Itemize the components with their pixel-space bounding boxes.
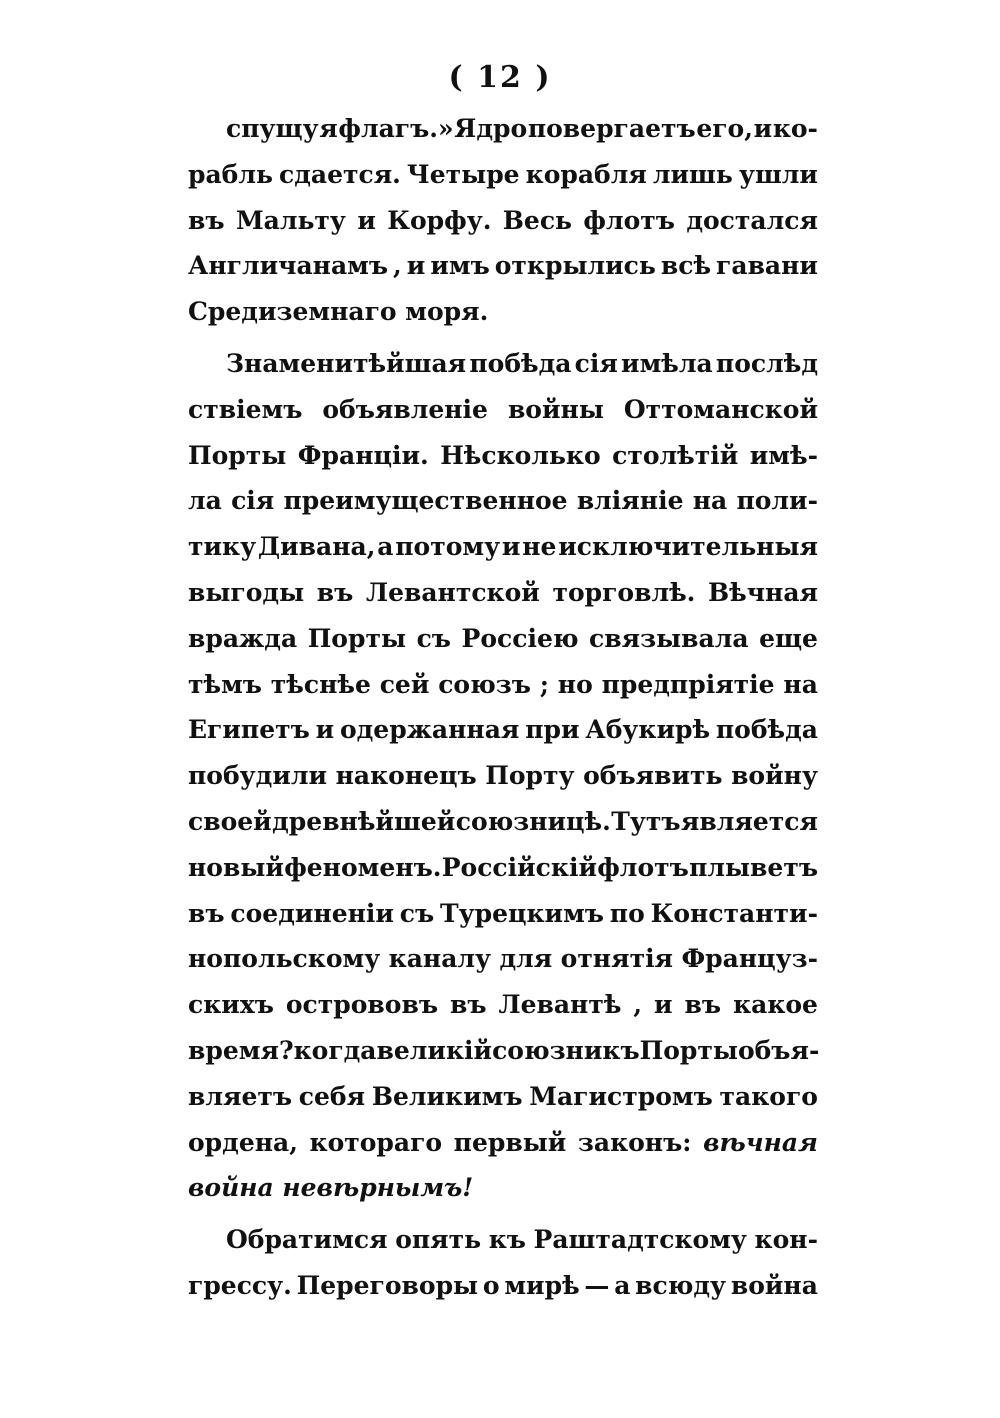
text-line	[188, 1165, 818, 1211]
word: кон-	[754, 1225, 818, 1255]
word: Великимъ	[371, 1081, 523, 1111]
word: и	[501, 532, 521, 562]
word: имъ	[430, 251, 490, 281]
word: и	[357, 205, 376, 235]
word: соединеніи	[230, 898, 394, 928]
word: —	[584, 1270, 610, 1300]
text-line	[188, 1028, 818, 1074]
word: законъ:	[577, 1127, 692, 1157]
word: Мальту	[235, 205, 346, 235]
word: побѣда	[469, 348, 572, 378]
word: и	[315, 715, 335, 745]
word: сей	[379, 669, 430, 699]
word: ушли	[738, 159, 818, 189]
word: Весь	[502, 205, 573, 235]
word: въ	[316, 577, 354, 607]
text-line	[188, 106, 818, 152]
word: лишь	[652, 159, 733, 189]
text-line	[188, 845, 818, 891]
word: Знаменитѣйшая	[226, 348, 467, 378]
text-line	[188, 1120, 818, 1166]
word: и	[753, 114, 773, 143]
word: Англичанамъ	[188, 251, 389, 281]
word: ;	[539, 669, 549, 699]
text-line	[188, 616, 818, 662]
word: на	[692, 486, 728, 516]
word: союзницѣ.	[455, 806, 611, 836]
text-line	[188, 478, 818, 524]
word: великій	[376, 1035, 493, 1065]
word: Ядро	[454, 114, 528, 143]
word: ко-	[772, 114, 818, 143]
word: Тутъ	[611, 806, 681, 836]
word: связывала	[589, 623, 749, 653]
word: вліяніе	[576, 486, 684, 516]
word: выгоды	[188, 577, 305, 607]
word: Турецкимъ	[440, 898, 604, 928]
word: война	[730, 1270, 818, 1300]
italic-word: вѣчная	[703, 1127, 818, 1157]
word: вражда	[188, 623, 298, 653]
word: я	[319, 114, 338, 143]
word: потому	[395, 532, 501, 562]
word: сдается.	[279, 159, 401, 189]
text-line	[188, 341, 818, 387]
word: о	[482, 1270, 500, 1300]
word: скихъ	[188, 990, 274, 1020]
text-line	[188, 570, 818, 616]
word: своей	[188, 806, 272, 836]
word: время?	[188, 1035, 294, 1065]
word: вляетъ	[188, 1081, 293, 1111]
word: послѣд	[715, 348, 818, 378]
word: на	[783, 669, 818, 699]
word: тику	[188, 532, 257, 562]
word: достался	[686, 205, 818, 235]
word: въ	[188, 898, 225, 928]
word: мирѣ	[504, 1270, 580, 1300]
word: себя	[298, 1081, 366, 1111]
word: союзъ	[438, 669, 531, 699]
word: ствіемъ	[188, 394, 303, 424]
text-line	[188, 152, 818, 198]
word: Переговоры	[296, 1270, 479, 1300]
word: первый	[453, 1127, 567, 1157]
word: плыветъ	[689, 852, 818, 882]
word: новый	[188, 852, 284, 882]
word: Магистромъ	[529, 1081, 713, 1111]
word: Абукирѣ	[585, 715, 711, 745]
word: объявить	[583, 761, 723, 791]
word: Средиземнаго	[188, 297, 397, 327]
word: когда	[293, 1035, 377, 1065]
word: объявленіе	[322, 394, 488, 424]
word: Порту	[485, 761, 575, 791]
page-number: ( 12 )	[448, 60, 552, 95]
italic-word: война	[188, 1173, 274, 1203]
body-text	[188, 106, 818, 1309]
word: котораго	[309, 1127, 443, 1157]
word: Дивана,	[257, 532, 376, 562]
word: съ	[416, 623, 451, 653]
word: войну	[731, 761, 818, 791]
word: какое	[733, 990, 818, 1020]
text-line	[188, 753, 818, 799]
word: ,	[393, 251, 402, 281]
word: не	[522, 532, 557, 562]
word: его,	[696, 114, 753, 143]
word: Француз-	[681, 944, 818, 974]
word: Порты	[188, 440, 287, 470]
word: тѣснѣе	[270, 669, 371, 699]
word: Вѣчная	[708, 577, 818, 607]
word: въ	[684, 990, 722, 1020]
word: Россійскій	[441, 852, 597, 882]
text-line	[188, 198, 818, 244]
word: съ	[399, 898, 435, 928]
text-line	[188, 1217, 818, 1263]
word: грессу.	[188, 1270, 292, 1300]
word: столѣтій	[612, 440, 739, 470]
word: каналу	[388, 944, 492, 974]
word: корабля	[525, 159, 647, 189]
word: имѣ-	[749, 440, 818, 470]
word: спущу	[226, 114, 319, 143]
word: одержанная	[339, 715, 520, 745]
word: исключительныя	[558, 532, 818, 562]
text-line	[188, 799, 818, 845]
text-line	[188, 982, 818, 1028]
word: ордена,	[188, 1127, 298, 1157]
word: Четыре	[406, 159, 520, 189]
word: предпріятіе	[601, 669, 775, 699]
word: торговлѣ.	[552, 577, 696, 607]
word: сія	[574, 348, 618, 378]
word: флагъ.»	[338, 114, 454, 143]
text-line	[188, 289, 818, 335]
word: а	[614, 1270, 631, 1300]
word: сія	[231, 486, 275, 516]
word: для	[499, 944, 553, 974]
word: къ	[488, 1225, 526, 1255]
word: древнѣйшей	[272, 806, 456, 836]
word: а	[377, 532, 394, 562]
word: ,	[633, 990, 643, 1020]
text-line	[188, 662, 818, 708]
word: Франціи.	[297, 440, 429, 470]
word: нопольскому	[188, 944, 381, 974]
word: феноменъ.	[284, 852, 442, 882]
word: союзникъ	[492, 1035, 640, 1065]
italic-word: невѣрнымъ!	[282, 1173, 474, 1203]
text-line	[188, 707, 818, 753]
word: флотъ	[597, 852, 689, 882]
word: еще	[759, 623, 818, 653]
text-line	[188, 433, 818, 479]
word: Константи-	[650, 898, 818, 928]
word: Россіею	[461, 623, 579, 653]
word: тѣмъ	[188, 669, 262, 699]
text-line	[188, 524, 818, 570]
word: гавани	[716, 251, 818, 281]
word: и	[406, 251, 426, 281]
word: рабль	[188, 159, 273, 189]
word: и	[654, 990, 673, 1020]
word: является	[680, 806, 818, 836]
word: но	[557, 669, 593, 699]
word: Обратимся	[226, 1225, 388, 1255]
word: преимущественное	[283, 486, 568, 516]
word: острововъ	[285, 990, 438, 1020]
word: такого	[719, 1081, 818, 1111]
word: флотъ	[583, 205, 675, 235]
word: Египетъ	[188, 715, 310, 745]
text-line	[188, 891, 818, 937]
text-line	[188, 243, 818, 289]
word: Корфу.	[387, 205, 492, 235]
word: моря.	[405, 297, 489, 327]
word: Нѣсколько	[440, 440, 601, 470]
text-line	[188, 1074, 818, 1120]
word: Левантской	[365, 577, 540, 607]
word: Порты	[639, 1035, 738, 1065]
word: войны	[507, 394, 604, 424]
word: Раштадтскому	[533, 1225, 747, 1255]
word: опять	[395, 1225, 482, 1255]
word: повергаетъ	[527, 114, 696, 143]
text-line	[188, 387, 818, 433]
word: наконецъ	[335, 761, 477, 791]
word: Порты	[307, 623, 407, 653]
word: побѣда	[715, 715, 818, 745]
word: поли-	[736, 486, 818, 516]
word: побудили	[188, 761, 328, 791]
word: объя-	[737, 1035, 820, 1065]
word: въ	[188, 205, 225, 235]
word: при	[525, 715, 580, 745]
word: всѣ	[660, 251, 712, 281]
word: въ	[449, 990, 487, 1020]
word: Оттоманской	[623, 394, 818, 424]
word: имѣла	[621, 348, 713, 378]
word: ла	[188, 486, 222, 516]
text-line	[188, 936, 818, 982]
word: открылись	[494, 251, 656, 281]
word: отнятія	[560, 944, 674, 974]
text-line	[188, 1263, 818, 1309]
word: Левантѣ	[498, 990, 622, 1020]
word: всюду	[635, 1270, 727, 1300]
word: по	[609, 898, 645, 928]
